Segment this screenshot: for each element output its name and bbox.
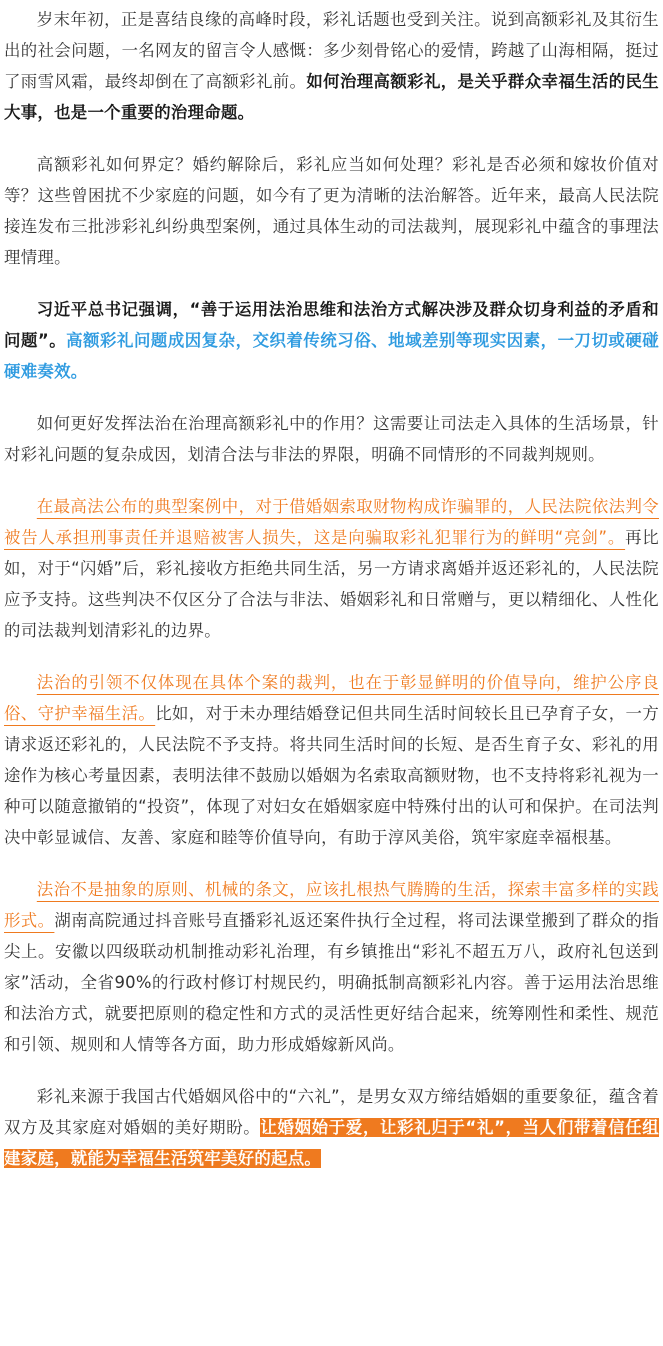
paragraph-5-orange-underline: 在最高法公布的典型案例中，对于借婚姻索取财物构成诈骗罪的，人民法院依法判令被告人承担刑事责任并退赔被害人损失，这是向骗取彩礼犯罪行为的鲜明“亮剑”。	[4, 497, 659, 547]
paragraph-3-blue-emphasis: 高额彩礼问题成因复杂，交织着传统习俗、地域差别等现实因素，一刀切或硬碰硬难奏效。	[4, 331, 659, 381]
paragraph-6-text: 比如，对于未办理结婚登记但共同生活时间较长且已孕育子女，一方请求返还彩礼的，人民法院不予支持。将共同生活时间的长短、是否生育子女、彩礼的用途作为核心考量因素，表明法律不鼓励以婚姻为名索取高额财物，也不支持将彩礼视为一种可以随意撤销的“投资”，体现了对妇女在婚姻家庭中特殊付出的认可和保护。在司法判决中彰显诚信、友善、家庭和睦等价值导向，有助于淳风美俗，筑牢家庭幸福根基。	[4, 704, 660, 847]
paragraph-1-text: 岁末年初，正是喜结良缘的高峰时段，彩礼话题也受到关注。说到高额彩礼及其衍生出的社会问题，一名网友的留言令人感慨：多少刻骨铭心的爱情，跨越了山海相隔，挺过了雨雪风霜，最终却倒在了高额彩礼前。	[4, 10, 659, 91]
paragraph-6-orange-underline: 法治的引领不仅体现在具体个案的裁判，也在于彰显鲜明的价值导向，维护公序良俗、守护幸福生活。	[4, 673, 659, 723]
paragraph-3	[4, 294, 659, 387]
paragraph-2	[4, 149, 659, 273]
paragraph-8-highlight: 让婚姻始于爱，让彩礼归于“礼”，当人们带着信任组建家庭，就能为幸福生活筑牢美好的起点。	[4, 1118, 660, 1168]
paragraph-7-text: 湖南高院通过抖音账号直播彩礼返还案件执行全过程，将司法课堂搬到了群众的指尖上。安徽以四级联动机制推动彩礼治理，有乡镇推出“彩礼不超五万八，政府礼包送到家”活动，全省90%的行政村修订村规民约，明确抵制高额彩礼内容。善于运用法治思维和法治方式，就要把原则的稳定性和方式的灵活性更好结合起来，统筹刚性和柔性、规范和引领、规则和人情等各方面，助力形成婚嫁新风尚。	[4, 911, 659, 1054]
paragraph-7-orange-underline: 法治不是抽象的原则、机械的条文，应该扎根热气腾腾的生活，探索丰富多样的实践形式。	[4, 880, 659, 930]
paragraph-3-bold-quote: 习近平总书记强调，“善于运用法治思维和法治方式解决涉及群众切身利益的矛盾和问题”。	[4, 300, 659, 350]
paragraph-8	[4, 1081, 659, 1174]
paragraph-1	[4, 4, 659, 128]
paragraph-4	[4, 408, 659, 470]
paragraph-1-bold: 如何治理高额彩礼，是关乎群众幸福生活的民生大事，也是一个重要的治理命题。	[4, 72, 659, 122]
paragraph-6	[4, 667, 659, 853]
paragraph-8-text: 彩礼来源于我国古代婚姻风俗中的“六礼”，是男女双方缔结婚姻的重要象征，蕴含着双方及其家庭对婚姻的美好期盼。	[4, 1087, 659, 1137]
paragraph-4-text: 如何更好发挥法治在治理高额彩礼中的作用？这需要让司法走入具体的生活场景，针对彩礼问题的复杂成因，划清合法与非法的界限，明确不同情形的不同裁判规则。	[4, 414, 659, 464]
paragraph-7	[4, 874, 659, 1060]
paragraph-5	[4, 491, 659, 646]
paragraph-5-text: 再比如，对于“闪婚”后，彩礼接收方拒绝共同生活，另一方请求离婚并返还彩礼的，人民法院应予支持。这些判决不仅区分了合法与非法、婚姻彩礼和日常赠与，更以精细化、人性化的司法裁判划清彩礼的边界。	[4, 528, 659, 640]
paragraph-2-text: 高额彩礼如何界定？婚约解除后，彩礼应当如何处理？彩礼是否必须和嫁妆价值对等？这些曾困扰不少家庭的问题，如今有了更为清晰的法治解答。近年来，最高人民法院接连发布三批涉彩礼纠纷典型案例，通过具体生动的司法裁判，展现彩礼中蕴含的事理法理情理。	[4, 155, 659, 267]
